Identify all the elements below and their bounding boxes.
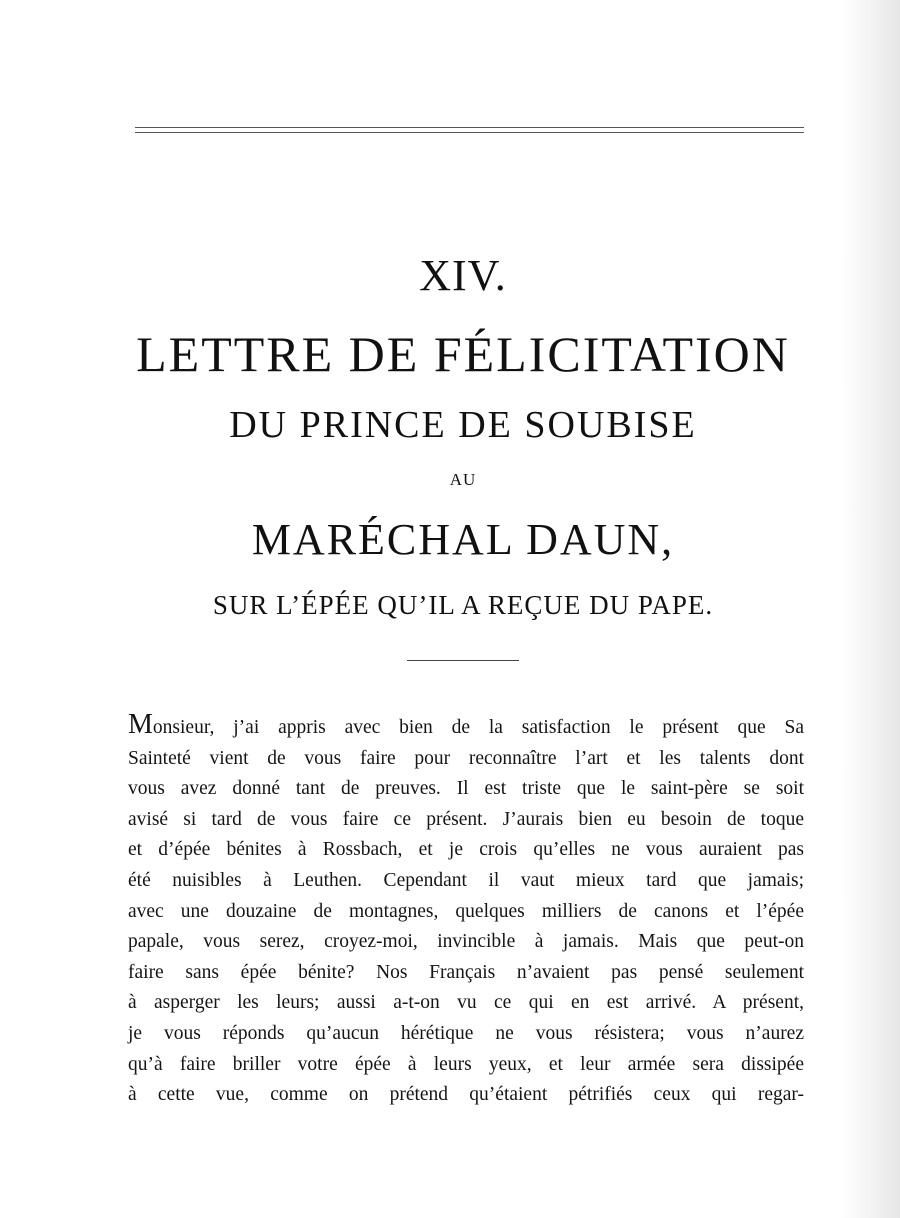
- body-line: je vous réponds qu’aucun hérétique ne vous résistera; vous n’aurez: [128, 1022, 804, 1044]
- body-line: faire sans épée bénite? Nos Français n’avaient pas pensé seulement: [128, 961, 804, 983]
- body-line: avisé si tard de vous faire ce présent. J’aurais bien eu besoin de toque: [128, 808, 804, 830]
- title-line-3: MARÉCHAL DAUN,: [251, 515, 675, 564]
- chapter-number: XIV.: [419, 251, 507, 300]
- body-line: à asperger les leurs; aussi a-t-on vu ce qui en est arrivé. A présent,: [128, 992, 804, 1014]
- letter-body: [128, 709, 804, 1133]
- body-line: et d’épée bénites à Rossbach, et je crois qu’elles ne vous auraient pas: [128, 839, 804, 861]
- body-line: [128, 709, 804, 744]
- drop-initial: M: [128, 709, 153, 740]
- title-line-1: LETTRE DE FÉLICITATION: [136, 326, 790, 382]
- top-double-rule: [135, 126, 804, 134]
- subtitle: SUR L’ÉPÉE QU’IL A REÇUE DU PAPE.: [212, 590, 714, 620]
- body-line: avec une douzaine de montagnes, quelques milliers de canons et l’épée: [128, 900, 804, 922]
- body-line: Sainteté vient de vous faire pour reconnaître l’art et les talents dont: [128, 747, 804, 769]
- title-connector: AU: [449, 470, 477, 489]
- body-line: vous avez donné tant de preuves. Il est triste que le saint-père se soit: [128, 778, 804, 800]
- body-line: été nuisibles à Leuthen. Cependant il vaut mieux tard que jamais;: [128, 869, 804, 891]
- body-line: papale, vous serez, croyez-moi, invincible à jamais. Mais que peut-on: [128, 931, 804, 953]
- body-line-text: onsieur, j’ai appris avec bien de la satisfaction le présent que Sa: [152, 717, 804, 738]
- body-line: qu’à faire briller votre épée à leurs yeux, et leur armée sera dissipée: [128, 1053, 804, 1075]
- section-divider: [407, 660, 519, 661]
- body-line: à cette vue, comme on prétend qu’étaient pétrifiés ceux qui regar-: [128, 1084, 804, 1106]
- title-line-2: DU PRINCE DE SOUBISE: [229, 404, 697, 446]
